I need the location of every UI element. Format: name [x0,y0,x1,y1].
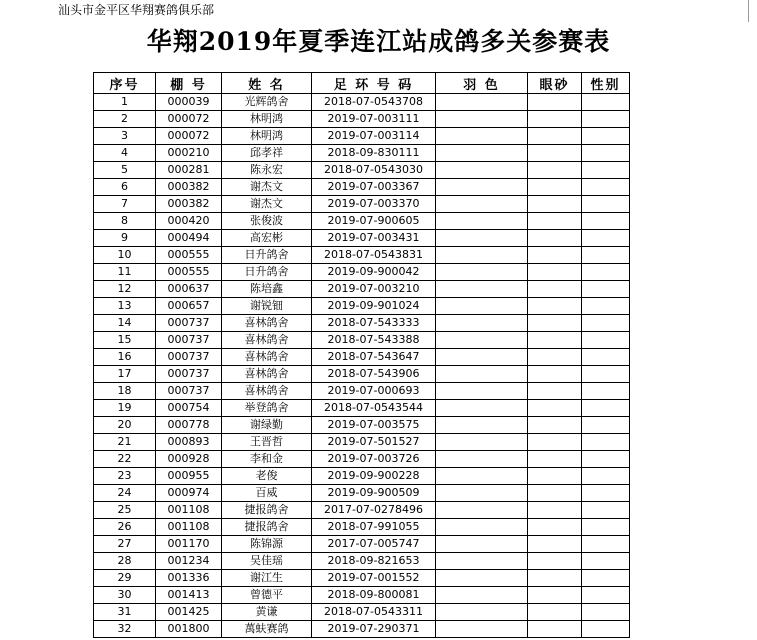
cell-feather [436,400,528,417]
cell-eye [528,230,582,247]
cell-eye [528,349,582,366]
cell-ring: 2019-07-003726 [312,451,436,468]
cell-loft: 000555 [156,264,222,281]
cell-eye [528,451,582,468]
cell-feather [436,196,528,213]
cell-index: 27 [94,536,156,553]
cell-eye [528,366,582,383]
cell-eye [528,519,582,536]
cell-eye [528,298,582,315]
cell-eye [528,281,582,298]
cell-ring: 2019-07-003114 [312,128,436,145]
cell-sex [582,417,630,434]
cell-index: 16 [94,349,156,366]
entry-table [93,72,630,638]
table-row [94,536,630,553]
cell-sex [582,247,630,264]
cell-sex [582,349,630,366]
table-row [94,264,630,281]
page-edge-divider [748,0,749,22]
cell-ring: 2018-07-991055 [312,519,436,536]
cell-index: 9 [94,230,156,247]
cell-eye [528,196,582,213]
cell-name: 邱孝祥 [222,145,312,162]
cell-loft: 001234 [156,553,222,570]
cell-feather [436,332,528,349]
cell-loft: 001108 [156,519,222,536]
cell-index: 28 [94,553,156,570]
cell-eye [528,213,582,230]
cell-loft: 000420 [156,213,222,230]
cell-eye [528,502,582,519]
cell-ring: 2019-07-000693 [312,383,436,400]
cell-loft: 000737 [156,315,222,332]
table-row [94,230,630,247]
cell-feather [436,519,528,536]
cell-name: 高宏彬 [222,230,312,247]
cell-feather [436,451,528,468]
club-name: 汕头市金平区华翔赛鸽俱乐部 [58,3,215,17]
table-row [94,485,630,502]
table-row [94,587,630,604]
cell-index: 32 [94,621,156,638]
cell-index: 24 [94,485,156,502]
cell-loft: 000494 [156,230,222,247]
cell-name: 举登鸽舍 [222,400,312,417]
cell-ring: 2018-07-543333 [312,315,436,332]
cell-loft: 000974 [156,485,222,502]
cell-ring: 2019-07-003367 [312,179,436,196]
cell-feather [436,162,528,179]
cell-name: 陈锦源 [222,536,312,553]
cell-loft: 000210 [156,145,222,162]
cell-loft: 000955 [156,468,222,485]
cell-index: 5 [94,162,156,179]
cell-ring: 2018-07-0543708 [312,94,436,111]
cell-loft: 001800 [156,621,222,638]
cell-name: 谢锐钿 [222,298,312,315]
cell-eye [528,247,582,264]
cell-sex [582,196,630,213]
cell-sex [582,434,630,451]
table-row [94,553,630,570]
cell-ring: 2019-07-501527 [312,434,436,451]
cell-loft: 000637 [156,281,222,298]
cell-sex [582,400,630,417]
cell-loft: 000754 [156,400,222,417]
cell-ring: 2018-09-800081 [312,587,436,604]
cell-eye [528,264,582,281]
cell-name: 陈永宏 [222,162,312,179]
cell-loft: 000039 [156,94,222,111]
cell-eye [528,485,582,502]
cell-ring: 2019-09-900228 [312,468,436,485]
cell-eye [528,111,582,128]
cell-loft: 000737 [156,366,222,383]
cell-sex [582,502,630,519]
table-row [94,417,630,434]
cell-feather [436,570,528,587]
cell-name: 萬蚨赛鸽 [222,621,312,638]
cell-eye [528,570,582,587]
cell-loft: 000555 [156,247,222,264]
cell-sex [582,179,630,196]
cell-ring: 2019-09-900042 [312,264,436,281]
cell-sex [582,111,630,128]
cell-ring: 2019-07-001552 [312,570,436,587]
cell-sex [582,94,630,111]
cell-name: 日升鸽舍 [222,247,312,264]
cell-ring: 2019-07-003210 [312,281,436,298]
cell-index: 25 [94,502,156,519]
cell-feather [436,213,528,230]
cell-feather [436,247,528,264]
cell-name: 捷报鸽舍 [222,519,312,536]
cell-index: 26 [94,519,156,536]
cell-feather [436,502,528,519]
col-header-ring: 足 环 号 码 [312,73,436,94]
table-header-row [94,73,630,94]
table-row [94,145,630,162]
col-header-index: 序号 [94,73,156,94]
cell-feather [436,383,528,400]
cell-name: 林明鸿 [222,111,312,128]
cell-name: 日升鸽舍 [222,264,312,281]
cell-ring: 2019-07-003431 [312,230,436,247]
cell-loft: 001108 [156,502,222,519]
cell-ring: 2019-07-290371 [312,621,436,638]
cell-name: 李和金 [222,451,312,468]
cell-loft: 000382 [156,196,222,213]
table-row [94,349,630,366]
table-row [94,332,630,349]
cell-eye [528,162,582,179]
cell-feather [436,434,528,451]
cell-feather [436,111,528,128]
cell-index: 6 [94,179,156,196]
cell-name: 林明鸿 [222,128,312,145]
table-row [94,570,630,587]
cell-sex [582,621,630,638]
cell-eye [528,179,582,196]
cell-ring: 2018-07-543647 [312,349,436,366]
cell-name: 喜林鸽舍 [222,332,312,349]
cell-name: 光辉鸽舍 [222,94,312,111]
table-row [94,94,630,111]
cell-sex [582,587,630,604]
cell-ring: 2019-07-003111 [312,111,436,128]
cell-ring: 2018-07-543906 [312,366,436,383]
col-header-eye: 眼砂 [528,73,582,94]
cell-index: 17 [94,366,156,383]
cell-loft: 001336 [156,570,222,587]
cell-sex [582,332,630,349]
table-row [94,315,630,332]
cell-index: 2 [94,111,156,128]
cell-ring: 2018-07-0543311 [312,604,436,621]
cell-name: 谢江生 [222,570,312,587]
cell-feather [436,315,528,332]
cell-index: 21 [94,434,156,451]
cell-sex [582,264,630,281]
cell-feather [436,179,528,196]
cell-feather [436,604,528,621]
cell-feather [436,587,528,604]
cell-loft: 000382 [156,179,222,196]
table-row [94,111,630,128]
table-row [94,383,630,400]
cell-feather [436,417,528,434]
cell-name: 陈培鑫 [222,281,312,298]
cell-eye [528,400,582,417]
table-row [94,213,630,230]
cell-sex [582,570,630,587]
cell-feather [436,536,528,553]
cell-index: 7 [94,196,156,213]
cell-eye [528,94,582,111]
table-row [94,162,630,179]
cell-index: 23 [94,468,156,485]
cell-index: 15 [94,332,156,349]
cell-loft: 000737 [156,332,222,349]
table-row [94,247,630,264]
cell-sex [582,553,630,570]
col-header-feather: 羽 色 [436,73,528,94]
cell-loft: 001170 [156,536,222,553]
cell-sex [582,383,630,400]
cell-sex [582,281,630,298]
cell-name: 曾德平 [222,587,312,604]
cell-index: 29 [94,570,156,587]
cell-feather [436,553,528,570]
table-body [94,94,630,638]
cell-eye [528,332,582,349]
table-row [94,179,630,196]
cell-sex [582,536,630,553]
cell-name: 喜林鸽舍 [222,349,312,366]
cell-ring: 2019-09-900509 [312,485,436,502]
cell-index: 3 [94,128,156,145]
cell-index: 19 [94,400,156,417]
cell-eye [528,434,582,451]
cell-eye [528,468,582,485]
table-row [94,366,630,383]
cell-feather [436,468,528,485]
cell-sex [582,162,630,179]
table-row [94,519,630,536]
cell-name: 捷报鸽舍 [222,502,312,519]
cell-name: 喜林鸽舍 [222,315,312,332]
table-row [94,604,630,621]
cell-ring: 2019-07-003370 [312,196,436,213]
cell-loft: 000928 [156,451,222,468]
cell-sex [582,604,630,621]
cell-loft: 000072 [156,111,222,128]
cell-sex [582,468,630,485]
cell-name: 谢杰文 [222,196,312,213]
cell-eye [528,315,582,332]
cell-name: 谢绿勤 [222,417,312,434]
table-row [94,621,630,638]
cell-loft: 000778 [156,417,222,434]
cell-loft: 000737 [156,383,222,400]
table-row [94,434,630,451]
cell-index: 8 [94,213,156,230]
cell-sex [582,230,630,247]
cell-ring: 2019-07-003575 [312,417,436,434]
table-row [94,468,630,485]
cell-ring: 2018-07-0543544 [312,400,436,417]
cell-sex [582,315,630,332]
cell-index: 11 [94,264,156,281]
cell-feather [436,230,528,247]
cell-feather [436,94,528,111]
cell-feather [436,281,528,298]
cell-ring: 2019-07-900605 [312,213,436,230]
table-row [94,298,630,315]
cell-ring: 2018-07-543388 [312,332,436,349]
cell-eye [528,145,582,162]
cell-index: 22 [94,451,156,468]
cell-ring: 2017-07-005747 [312,536,436,553]
col-header-name: 姓 名 [222,73,312,94]
cell-index: 13 [94,298,156,315]
cell-index: 18 [94,383,156,400]
cell-sex [582,366,630,383]
cell-index: 12 [94,281,156,298]
cell-name: 吴佳瑶 [222,553,312,570]
cell-ring: 2018-09-830111 [312,145,436,162]
table-row [94,502,630,519]
table-row [94,128,630,145]
sheet-title: 华翔2019年夏季连江站成鸽多关参赛表 [146,27,611,56]
cell-name: 喜林鸽舍 [222,383,312,400]
cell-loft: 000281 [156,162,222,179]
cell-name: 张俊波 [222,213,312,230]
cell-eye [528,604,582,621]
cell-index: 14 [94,315,156,332]
cell-sex [582,298,630,315]
cell-sex [582,519,630,536]
cell-sex [582,451,630,468]
cell-name: 喜林鸽舍 [222,366,312,383]
cell-ring: 2018-07-0543030 [312,162,436,179]
cell-eye [528,417,582,434]
table-row [94,400,630,417]
cell-index: 30 [94,587,156,604]
cell-feather [436,298,528,315]
cell-loft: 000893 [156,434,222,451]
cell-eye [528,536,582,553]
cell-ring: 2018-07-0543831 [312,247,436,264]
cell-feather [436,145,528,162]
cell-name: 老俊 [222,468,312,485]
table-row [94,196,630,213]
cell-index: 20 [94,417,156,434]
cell-index: 1 [94,94,156,111]
cell-sex [582,213,630,230]
cell-feather [436,264,528,281]
cell-name: 王晋哲 [222,434,312,451]
cell-index: 4 [94,145,156,162]
cell-feather [436,621,528,638]
cell-eye [528,383,582,400]
cell-sex [582,485,630,502]
cell-index: 10 [94,247,156,264]
cell-name: 谢杰文 [222,179,312,196]
cell-eye [528,553,582,570]
cell-feather [436,128,528,145]
cell-sex [582,128,630,145]
cell-loft: 000072 [156,128,222,145]
cell-index: 31 [94,604,156,621]
cell-loft: 000737 [156,349,222,366]
cell-eye [528,587,582,604]
cell-feather [436,366,528,383]
cell-eye [528,621,582,638]
table-row [94,281,630,298]
cell-loft: 001413 [156,587,222,604]
table-row [94,451,630,468]
cell-ring: 2019-09-901024 [312,298,436,315]
cell-sex [582,145,630,162]
cell-name: 黄谦 [222,604,312,621]
col-header-sex: 性别 [582,73,630,94]
cell-feather [436,349,528,366]
cell-ring: 2018-09-821653 [312,553,436,570]
cell-loft: 000657 [156,298,222,315]
cell-name: 百威 [222,485,312,502]
col-header-loft: 棚 号 [156,73,222,94]
cell-eye [528,128,582,145]
cell-loft: 001425 [156,604,222,621]
cell-ring: 2017-07-0278496 [312,502,436,519]
cell-feather [436,485,528,502]
